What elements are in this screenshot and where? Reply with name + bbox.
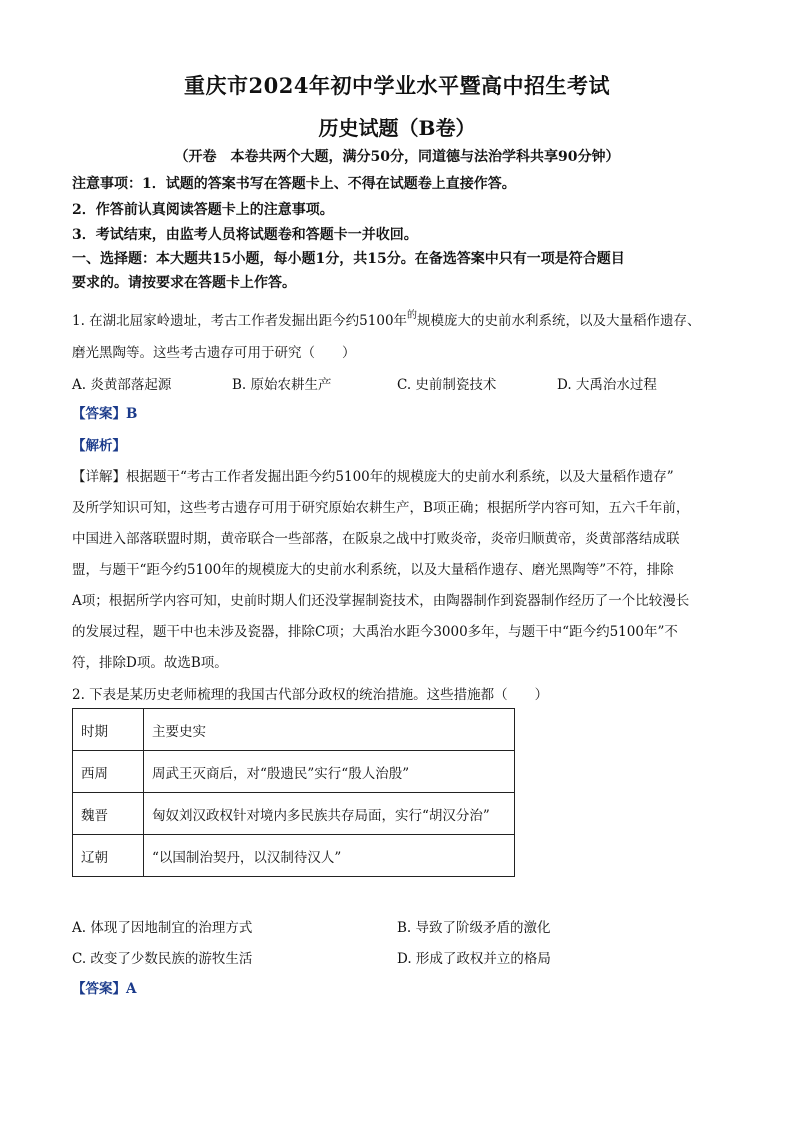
q2-option-a: A. 体现了因地制宜的治理方式 [72,920,253,936]
q1-answer: 【答案】B [72,406,138,422]
q1-option-a: A. 炎黄部落起源 [72,377,172,393]
table-cell-period: 西周 [73,751,144,793]
q1-stem-superscript: 的 [407,310,418,321]
q1-stem-line1 [72,309,701,329]
q1-stem-part-b: 规模庞大的史前水利系统，以及大量稻作遗存、 [417,313,701,329]
exam-subtitle: 历史试题（B卷） [318,116,476,140]
notice-3: 3．考试结束，由监考人员将试题卷和答题卡一并收回。 [72,227,418,243]
q2-answer: 【答案】A [72,981,137,997]
exam-note: （开卷 本卷共两个大题，满分50分，同道德与法治学科共享90分钟） [174,149,620,165]
q2-option-c: C. 改变了少数民族的游牧生活 [72,951,253,967]
q1-stem-line2: 磨光黑陶等。这些考古遗存可用于研究（ ） [72,345,356,361]
q1-option-b: B. 原始农耕生产 [232,377,332,393]
table-header-row [73,709,515,751]
table-row [73,835,515,877]
notice-2: 2．作答前认真阅读答题卡上的注意事项。 [72,202,334,218]
q1-detail-line: 中国进入部落联盟时期，黄帝联合一些部落，在阪泉之战中打败炎帝，炎帝归顺黄帝，炎黄部落结成联 [72,531,680,547]
table-row [73,793,515,835]
table-cell-fact: “以国制治契丹，以汉制待汉人” [144,835,515,877]
table-row [73,751,515,793]
q1-detail-line: 【详解】根据题干“考古工作者发掘出距今约5100年的规模庞大的史前水利系统，以及大量稻作遗存” [72,469,674,485]
table-cell-fact: 周武王灭商后，对“殷遗民”实行“殷人治殷” [144,751,515,793]
table-header-cell: 时期 [73,709,144,751]
table-cell-period: 辽朝 [73,835,144,877]
section-heading-line1: 一、选择题：本大题共15小题，每小题1分，共15分。在备选答案中只有一项是符合题目 [72,251,625,267]
q2-table [72,708,515,877]
table-cell-fact: 匈奴刘汉政权针对境内多民族共存局面，实行“胡汉分治” [144,793,515,835]
q1-detail-line: A项；根据所学内容可知，史前时期人们还没掌握制瓷技术，由陶器制作到瓷器制作经历了一个比较漫长 [72,593,690,609]
q1-detail-line: 的发展过程，题干中也未涉及瓷器，排除C项；大禹治水距今3000多年，与题干中“距今约5100年”不 [72,624,678,640]
notice-1: 注意事项：1．试题的答案书写在答题卡上、不得在试题卷上直接作答。 [72,176,516,192]
table-cell-period: 魏晋 [73,793,144,835]
q1-analysis-label: 【解析】 [72,438,126,454]
q2-stem: 2. 下表是某历史老师梳理的我国古代部分政权的统治措施。这些措施都（ ） [72,687,549,703]
table-header-cell: 主要史实 [144,709,515,751]
exam-title: 重庆市2024年初中学业水平暨高中招生考试 [184,73,610,98]
q1-option-c: C. 史前制瓷技术 [397,377,497,393]
q1-stem-part-a: 1. 在湖北屈家岭遗址，考古工作者发掘出距今约5100年 [72,313,408,329]
q2-option-d: D. 形成了政权并立的格局 [397,951,551,967]
q1-detail-line: 及所学知识可知，这些考古遗存可用于研究原始农耕生产，B项正确；根据所学内容可知，五六千年前， [72,500,690,516]
section-heading-line2: 要求的。请按要求在答题卡上作答。 [72,275,296,291]
q1-detail-line: 符，排除D项。故选B项。 [72,655,228,671]
q1-option-d: D. 大禹治水过程 [557,377,657,393]
q1-detail-line: 盟，与题干“距今约5100年的规模庞大的史前水利系统，以及大量稻作遗存、磨光黑陶等”不符，排除 [72,562,674,578]
q2-option-b: B. 导致了阶级矛盾的激化 [397,920,551,936]
